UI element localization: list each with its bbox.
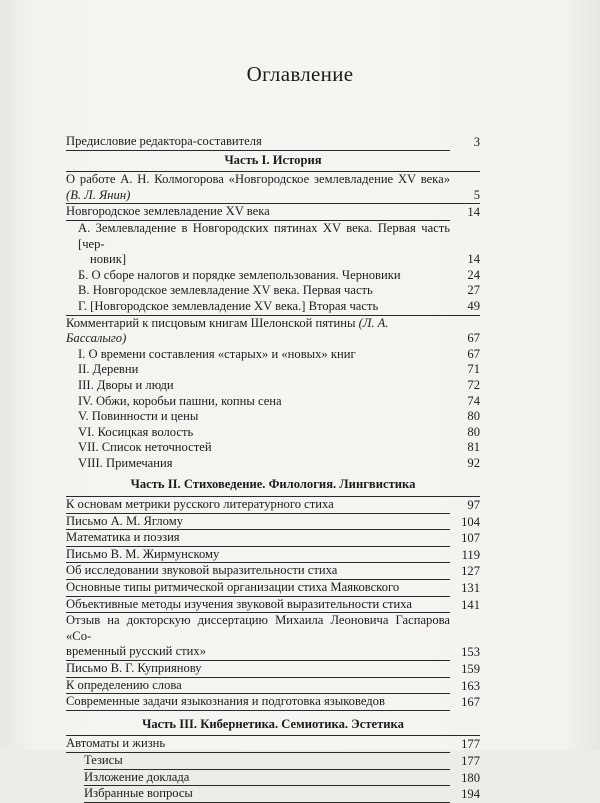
toc-entry-page: 194	[461, 787, 480, 802]
toc-entry-text: Об исследовании звуковой выразительности стиха	[66, 563, 450, 580]
toc-entry-kolmogorov-work[interactable]	[66, 171, 480, 203]
toc-entry-page: 177	[461, 753, 480, 768]
toc-entry-page: 3	[473, 135, 480, 149]
toc-entry-metrics[interactable]	[66, 496, 480, 514]
toc-entry-chapter-7[interactable]	[66, 440, 480, 456]
toc-entry-page: 27	[467, 283, 480, 298]
toc-entry-selected-questions[interactable]	[66, 786, 480, 803]
toc-entry-letter-kupriyanov[interactable]	[66, 661, 480, 678]
toc-entry-page: 167	[461, 695, 480, 710]
toc-entry-page: 163	[461, 678, 480, 693]
toc-entry-text: I. О времени составления «старых» и «новых» книг	[78, 346, 356, 361]
toc-entry-page: 153	[461, 645, 480, 660]
toc-entry-text	[78, 221, 480, 268]
toc-entry-page: 141	[461, 597, 480, 612]
toc-entry-page: 127	[461, 564, 480, 579]
toc-entry-automata-life[interactable]	[66, 735, 480, 753]
toc-entry-section-v[interactable]	[66, 283, 480, 299]
toc-entry-text-line: А. Землевладение в Новгородских пятинах XV века. Первая часть [чер-	[78, 220, 450, 251]
toc-entry-text: Современные задачи языкознания и подготовка языковедов	[66, 694, 450, 711]
toc-entry-text	[66, 172, 480, 203]
toc-entry-page: 97	[467, 498, 480, 513]
toc-entry-novgorod[interactable]	[66, 203, 480, 221]
toc-entry-page: 80	[467, 424, 480, 439]
toc-entry-text: Математика и поэзия	[66, 530, 450, 547]
toc-entry-text: К основам метрики русского литературного стиха	[66, 497, 450, 514]
toc-entry-page: 72	[467, 377, 480, 392]
toc-entry-chapter-4[interactable]	[66, 394, 480, 410]
toc-entry-text: VI. Косицкая волость	[78, 424, 194, 439]
toc-entry-section-b[interactable]	[66, 268, 480, 284]
toc-entry-commentary[interactable]	[66, 315, 480, 347]
toc-entry-math-poetry[interactable]	[66, 530, 480, 547]
toc-entry-text: Г. [Новгородское землевладение XV века.] Вторая часть	[78, 298, 379, 313]
toc-entry-text-line: Отзыв на докторскую диссертацию Михаила Леоновича Гаспарова «Со-	[66, 613, 450, 643]
toc-entry-text: III. Дворы и люди	[78, 377, 174, 392]
toc-entry-section-a[interactable]	[66, 221, 480, 268]
toc-entry-page: 159	[461, 662, 480, 676]
toc-entry-chapter-2[interactable]	[66, 362, 480, 378]
toc-entry-page: 81	[467, 440, 480, 455]
toc-entry-author: (В. Л. Янин)	[66, 187, 131, 202]
toc-entry-text: Автоматы и жизнь	[66, 736, 450, 753]
toc-entry-mayakovsky[interactable]	[66, 580, 480, 597]
toc-entry-theses[interactable]	[66, 753, 480, 770]
toc-entry-letter-zhirmunsky[interactable]	[66, 547, 480, 564]
toc-entry-text: Тезисы	[84, 753, 450, 770]
toc-entry-preface[interactable]	[66, 134, 480, 151]
toc-entry-page: 107	[461, 531, 480, 546]
toc-entry-report[interactable]	[66, 770, 480, 787]
toc-entry-text: Письмо А. М. Яглому	[66, 514, 450, 531]
toc-entry-chapter-8[interactable]	[66, 456, 480, 472]
toc-entry-page: 74	[467, 393, 480, 408]
toc-entry-objective-methods[interactable]	[66, 597, 480, 614]
toc-entry-text: II. Деревни	[78, 362, 139, 377]
toc-entry-linguistics-tasks[interactable]	[66, 694, 480, 711]
toc-entry-text	[66, 613, 450, 661]
part-3-heading: Часть III. Кибернетика. Семиотика. Эстетика	[142, 716, 404, 731]
toc-entry-text: Объективные методы изучения звуковой выразительности стиха	[66, 597, 450, 614]
toc-entry-text: Новгородское землевладение XV века	[66, 204, 450, 221]
toc-entry-sound-expressiveness[interactable]	[66, 563, 480, 580]
toc-entry-text	[66, 316, 480, 347]
toc-entry-page: 5	[473, 187, 480, 202]
toc-entry-chapter-3[interactable]	[66, 378, 480, 394]
toc-entry-page: 177	[461, 737, 480, 752]
toc-entry-text: Избранные вопросы	[84, 786, 450, 803]
part-2-heading: Часть II. Стиховедение. Филология. Лингвистика	[130, 477, 416, 492]
toc-entry-page: 92	[467, 455, 480, 470]
toc-entry-text: В. Новгородское землевладение XV века. Первая часть	[78, 283, 373, 298]
toc-entry-chapter-5[interactable]	[66, 409, 480, 425]
toc-entry-chapter-1[interactable]	[66, 347, 480, 363]
toc-entry-text-line: временный русский стих»	[66, 644, 207, 659]
toc-entry-text: VII. Список неточностей	[78, 440, 212, 455]
toc-entry-text: V. Повинности и цены	[78, 409, 199, 424]
toc-entry-page: 131	[461, 581, 480, 596]
toc-entry-page: 67	[467, 346, 480, 361]
page-title: Оглавление	[246, 62, 354, 86]
toc-entry-letter-yaglom[interactable]	[66, 514, 480, 531]
table-of-contents	[66, 134, 480, 803]
toc-entry-page: 180	[461, 770, 480, 785]
toc-entry-text: Письмо В. М. Жирмунскому	[66, 547, 450, 564]
toc-entry-page: 80	[467, 409, 480, 424]
toc-entry-page: 14	[467, 252, 480, 267]
toc-entry-page: 67	[467, 331, 480, 346]
toc-entry-text: Письмо В. Г. Куприянову	[66, 661, 450, 678]
toc-entry-text: Б. О сборе налогов и порядке землепользования. Черновики	[78, 267, 401, 282]
toc-entry-text: К определению слова	[66, 678, 450, 695]
toc-entry-author: (Л. А. Бассалыго)	[66, 315, 389, 346]
toc-entry-page: 14	[467, 205, 480, 220]
toc-entry-page: 119	[461, 547, 480, 562]
part-1-heading: Часть I. История	[224, 152, 322, 167]
toc-entry-page: 49	[467, 298, 480, 313]
toc-entry-text: Основные типы ритмической организации стиха Маяковского	[66, 580, 450, 597]
toc-entry-text: Предисловие редактора-составителя	[66, 134, 450, 151]
toc-entry-text: VIII. Примечания	[78, 455, 173, 470]
toc-entry-page: 104	[461, 514, 480, 529]
toc-entry-section-g[interactable]	[66, 299, 480, 315]
toc-entry-text-line: новик]	[90, 252, 127, 267]
toc-entry-chapter-6[interactable]	[66, 425, 480, 441]
toc-entry-page: 71	[467, 362, 480, 377]
toc-entry-word-definition[interactable]	[66, 678, 480, 695]
toc-entry-text-line: О работе А. Н. Колмогорова «Новгородское землевладение XV века»	[66, 172, 450, 187]
toc-entry-page: 24	[467, 267, 480, 282]
toc-entry-text-line: Комментарий к писцовым книгам Шелонской пятины	[66, 315, 356, 330]
toc-entry-text: IV. Обжи, коробьи пашни, копны сена	[78, 393, 282, 408]
toc-entry-text: Изложение доклада	[84, 770, 450, 787]
toc-entry-gasparov-review[interactable]	[66, 613, 480, 661]
